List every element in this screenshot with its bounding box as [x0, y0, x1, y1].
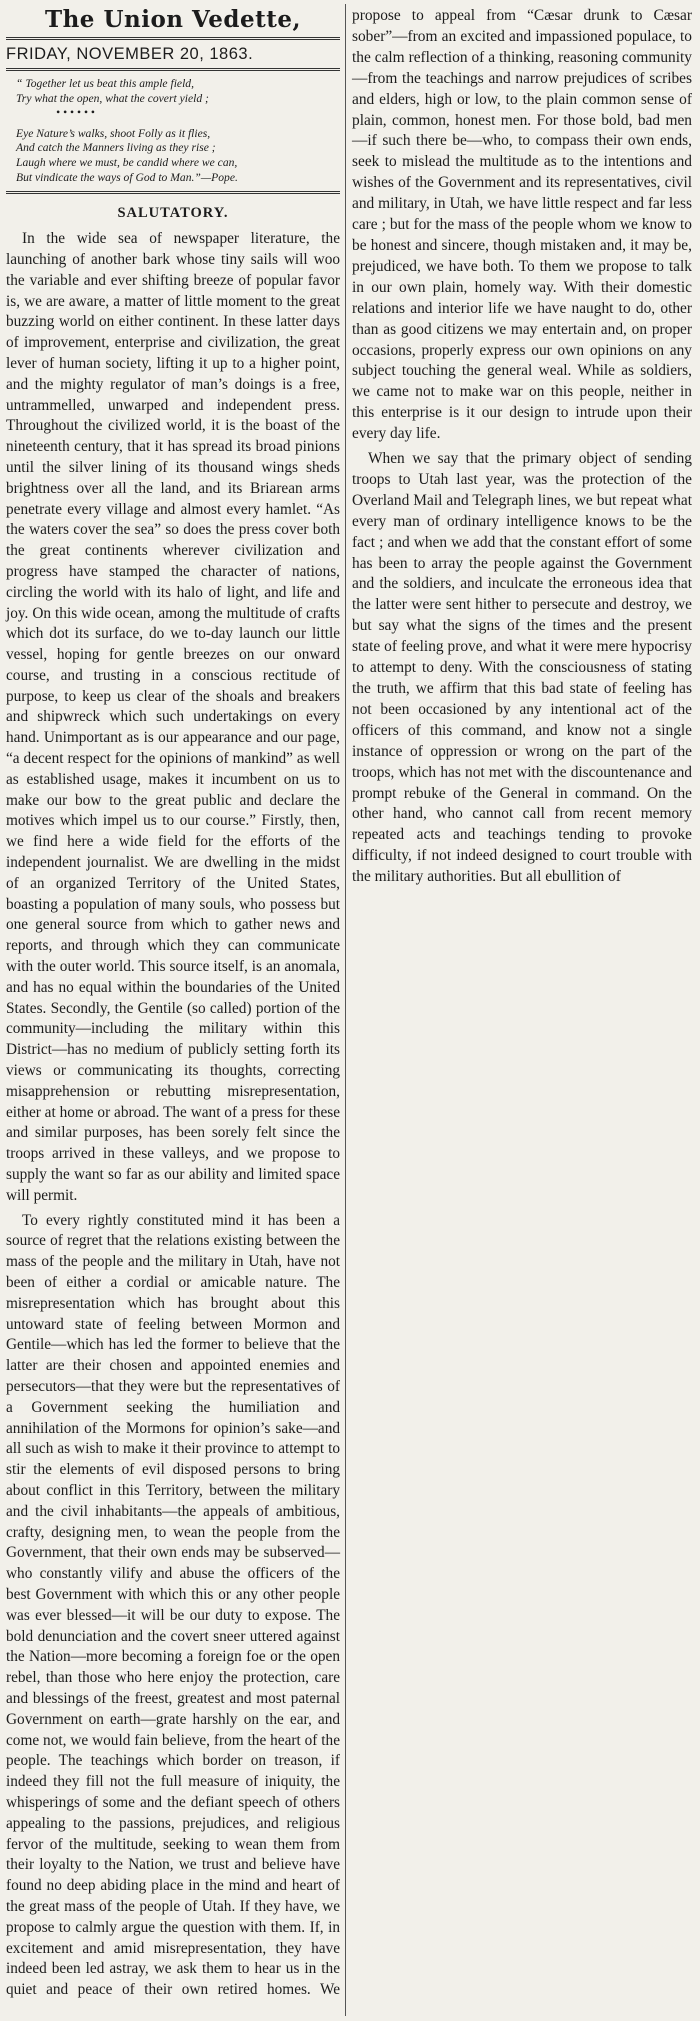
masthead-rule: [6, 37, 340, 40]
article-paragraph: In the wide sea of newspaper literature, the launching of another bark whose tiny sails will woo the variable and ever shifting breeze of popular favor is, we are aware, a matter of little moment to the great buzzing world on either continent. In these latter days of improvement, enterprise and civilization, the great lever of human society, lifting it up to a higher point, and the mighty regulator of man’s doings is a free, untrammelled, unwarped and independent press. Throughout the civilized world, it is the boast of the nineteenth century, that it has spread its broad pinions until the silver lining of its thousand wings sheds brightness over all the land, and its Briarean arms penetrate every village and almost every hamlet. “As the waters cover the sea” so does the press cover both the great continents wherever civilization and progress have stamped the character of nations, circling the world with its halo of light, and life and joy. On this wide ocean, among the multitude of crafts which dot its surface, do we to-day launch our little vessel, hoping for gentle breezes on our onward course, and trusting in a conscious rectitude of purpose, to keep us clear of the shoals and breakers and shipwreck which such undertakings on every hand. Unimportant as is our appearance and our page, “a decent respect for the opinions of mankind” as well as established usage, makes it incumbent on us to make our bow to the great public and declare the motives which impel us to our course.” Firstly, then, we find here a wide field for the efforts of the independent journalist. We are dwelling in the midst of an organized Territory of the United States, boasting a population of many souls, who possess but one general source from which to gather news and reports, and through which they can communicate with the outer world. This source itself, is an anomala, and has no equal within the boundaries of the United States. Secondly, the Gentile (so called) portion of the community—including the military within this District—has no medium of publicly setting forth its views or communicating its thoughts, correcting misapprehension or rebutting misrepresentation, either at home or abroad. The want of a press for these and similar purposes, has been sorely felt since the troops arrived in these valleys, and we propose to supply the want so far as our ability and limited space will permit.: [6, 230, 340, 1204]
dateline-rule: [6, 68, 340, 71]
epigraph: [16, 77, 340, 185]
dateline: FRIDAY, NOVEMBER 20, 1863.: [6, 45, 254, 63]
epigraph-line: [16, 171, 340, 186]
article-paragraph: To every rightly constituted mind it has been a source of regret that the relations existing between the mass of the people and the military in Utah, have not been of either a cordial or amicable nature. The misrepresentation which has brought about this untoward state of feeling between Mormon and Gentile—which has led the former to believe that the latter are their chosen and appointed enemies and persecutors—that they were but the representatives of a Government seeking the humiliation and annihilation of the Mormons for opinion’s sake—and all such as wish to make it their province to attempt to stir the elements of evil disposed persons to bring about conflict in this Territory, between the military and the civil inhabitants—the appeals of ambitious, crafty, designing men, to wean the people from the Government, that their own ends may be subserved—who constantly vilify and abuse the officers of the best Government with which this or any other people was ever blessed—it will be our duty to expose. The bold denunciation and the covert sneer uttered against the Nation—more becoming a foreign foe or the open rebel, than those who here enjoy the protection, care and blessings of the freest, greatest and most paternal Government on earth—grate harshly on the ear, and come not, we would fain believe, from the heart of the people. The teachings which border on treason, if indeed they fill not the full measure of iniquity, the whisperings of some and the defiant speech of others appealing to the passions, prejudices, and religious fervor of the multitude, seeking to wean them from their loyalty to the Nation, we trust and believe have found no deep abiding place in the mind and heart of the great mass of the people of Utah. If they have, we propose to calmly argue the question with them. If, in excitement and amid misrepresentation, they have indeed been led astray, we ask them to hear us in the quiet and peace of their own retired homes. We: [6, 1211, 340, 1999]
masthead-title: The Union Vedette,: [44, 6, 302, 33]
epigraph-line: • • • • • •: [56, 106, 95, 120]
epigraph-attribution: —Pope.: [200, 170, 238, 184]
left-column: [6, 6, 340, 2001]
right-column: [352, 6, 692, 888]
column-divider: [345, 4, 346, 2016]
epigraph-line: Try what the open, what the covert yield ;: [16, 91, 209, 105]
epigraph-line: And catch the Manners living as they rise ;: [16, 141, 216, 155]
article-paragraph: When we say that the primary object of sending troops to Utah last year, was the protection of the Overland Mail and Telegraph lines, we but repeat what every man of ordinary intelligence knows to be the fact ; and when we add that the constant effort of some has been to array the people against the Government and the soldiers, and inculcate the erroneous idea that the latter were sent hither to persecute and destroy, we but say what the signs of the times and the present state of feeling prove, and what it were mere hypocrisy to attempt to deny. With the consciousness of stating the truth, we affirm that this bad state of feeling has not been occasioned by any intentional act of the officers of this command, and know not a single instance of oppression or wrong on the part of the troops, which has not met with the discountenance and prompt rebuke of the General in command. On the other hand, who cannot call from recent memory repeated acts and teachings tending to provoke difficulty, if not indeed designed to court trouble with the military authorities. But all ebullition of: [352, 450, 692, 886]
epigraph-rule: [6, 191, 340, 194]
epigraph-line: “ Together let us beat this ample field,: [16, 77, 194, 90]
epigraph-line: Laugh where we must, be candid where we can,: [16, 155, 238, 169]
article-paragraph-continued: propose to appeal from “Cæsar drunk to Cæsar sober”—from an excited and impassioned populace, to the calm reflection of a thinking, reasoning community—from the teachings and narrow prejudices of scribes and elders, high or low, to the plain common sense of plain, common, honest men. For those bold, bad men—if such there be—who, to compass their own ends, seek to mislead the multitude as to the intentions and wishes of the Government and its representatives, civil and military, in Utah, we have little respect and far less care ; but for the mass of the people whom we know to be honest and sincere, though mistaken and, it may be, prejudiced, we have both. To them we propose to talk in our own plain, homely way. With their domestic relations and interior life we have naught to do, other than as good citizens we may entertain and, on proper occasions, properly express our own opinions on any subject touching the general weal. While as soldiers, we came not to make war on this people, neither in this enterprise is it our design to intrude upon their every day life.: [352, 7, 692, 443]
epigraph-line: Eye Nature’s walks, shoot Folly as it flies,: [16, 126, 211, 140]
article-heading: SALUTATORY.: [117, 205, 229, 222]
epigraph-last-line: But vindicate the ways of God to Man.”: [16, 170, 201, 184]
